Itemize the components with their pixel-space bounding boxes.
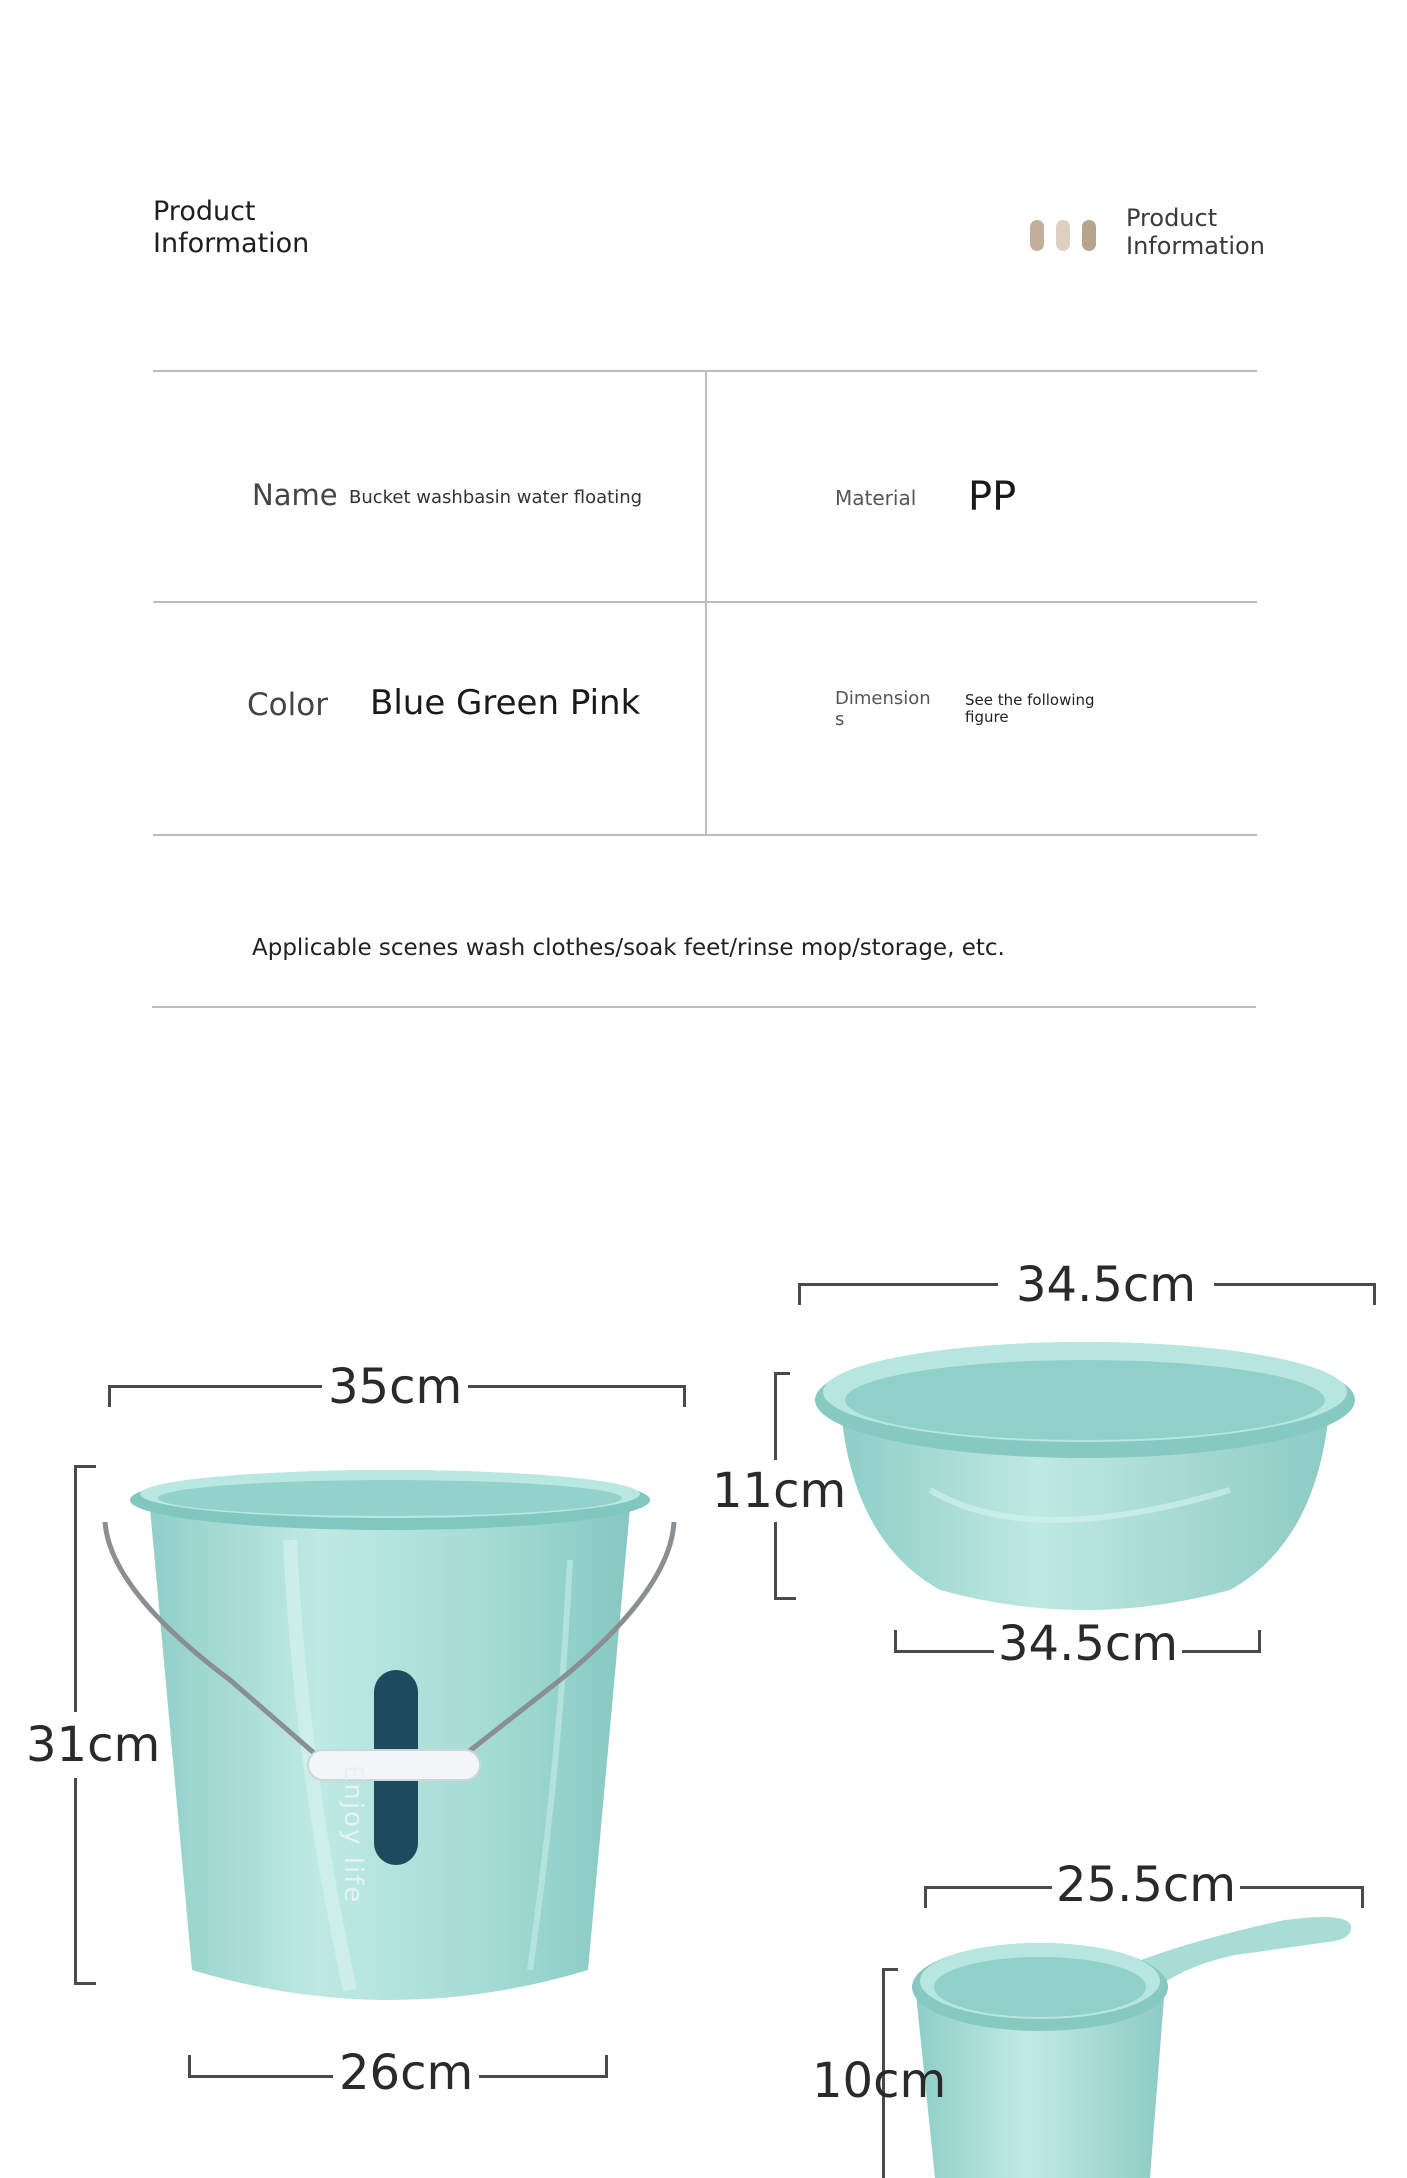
scoop-height-dimension: 10cm — [812, 2053, 947, 2109]
dot-1 — [1030, 220, 1044, 251]
name-value: Bucket washbasin water floating — [349, 487, 643, 508]
section-title-line1: Product — [153, 196, 256, 227]
bucket-bottom-dimension: 26cm — [333, 2046, 479, 2100]
dimension-tick — [683, 1385, 686, 1407]
table-divider — [152, 1006, 1256, 1008]
dimension-tick — [798, 1283, 801, 1305]
section-badge — [1126, 204, 1265, 260]
dimension-tick — [74, 1982, 96, 1985]
dimension-tick — [74, 1465, 96, 1468]
dimension-tick — [774, 1597, 796, 1600]
dimension-tick — [605, 2055, 608, 2077]
table-column-divider — [705, 370, 707, 836]
material-label: Material — [835, 486, 917, 510]
bucket-height-dimension: 31cm — [22, 1712, 164, 1778]
material-value: PP — [968, 474, 1017, 520]
color-value: Blue Green Pink — [370, 683, 641, 723]
dimension-tick — [924, 1886, 927, 1908]
dimensions-label: Dimensions — [835, 688, 931, 730]
section-badge-line1: Product — [1126, 204, 1218, 232]
basin-bottom-dimension: 34.5cm — [994, 1617, 1182, 1671]
dimension-tick — [894, 1630, 897, 1652]
color-label: Color — [247, 687, 328, 723]
water-scoop-image — [905, 1915, 1355, 2178]
section-title-line2: Information — [153, 228, 310, 259]
name-label: Name — [252, 478, 338, 512]
basin-image — [810, 1330, 1360, 1620]
bucket-label-text: Enjoy life — [338, 1765, 368, 1905]
dimension-tick — [1258, 1630, 1261, 1652]
dot-3 — [1082, 220, 1096, 251]
dimensions-value: See the following figure — [965, 691, 1095, 726]
dimension-tick — [774, 1372, 790, 1375]
dimension-tick — [1373, 1283, 1376, 1305]
section-title — [153, 196, 309, 260]
basin-top-dimension: 34.5cm — [998, 1258, 1214, 1312]
applicable-scenes: Applicable scenes wash clothes/soak feet/rinse mop/storage, etc. — [252, 935, 1005, 961]
dot-2 — [1056, 220, 1070, 251]
bucket-image — [90, 1430, 690, 2030]
section-badge-line2: Information — [1126, 232, 1265, 260]
dimension-tick — [882, 1968, 898, 1971]
basin-height-dimension: 11cm — [710, 1460, 848, 1522]
bucket-top-dimension: 35cm — [322, 1360, 468, 1414]
dimension-tick — [188, 2055, 191, 2077]
dimension-tick — [1361, 1886, 1364, 1908]
decorative-dots — [1030, 220, 1096, 251]
dimension-tick — [108, 1385, 111, 1407]
scoop-width-dimension: 25.5cm — [1052, 1858, 1240, 1912]
